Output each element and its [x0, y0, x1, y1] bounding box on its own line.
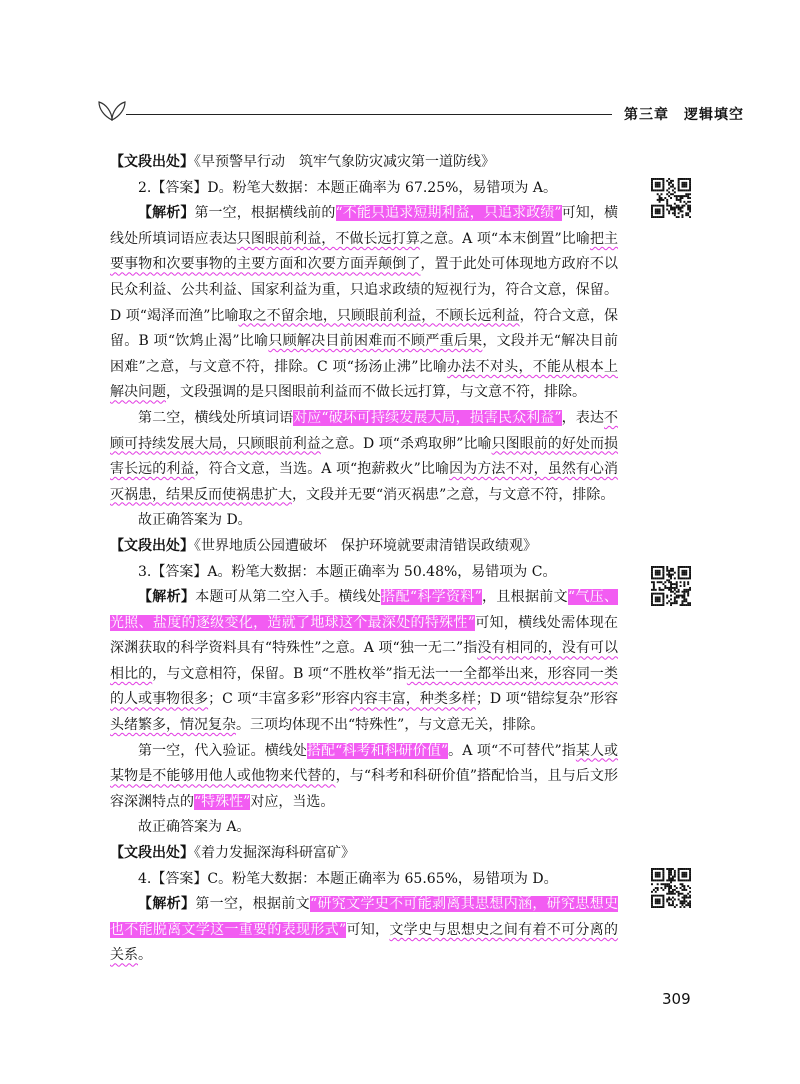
- conclusion-2: 故正确答案为 D。: [138, 512, 252, 529]
- text: 可知，: [346, 921, 390, 938]
- source-label: 【文段出处】: [110, 537, 194, 554]
- source-line-3: [110, 534, 618, 560]
- wavy-underline: 只图眼前的好处而损害长远的利益: [110, 435, 619, 478]
- text: 第二空，横线处所填词语: [138, 409, 294, 426]
- wavy-underline: 不顾可持续发展大局，只顾眼前利益: [110, 409, 618, 452]
- text: 之意。A 项“本末倒置”比喻: [419, 230, 590, 247]
- analysis-label: 【解析】: [138, 896, 196, 913]
- highlight: “研究文学史不可能剥离其思想内涵，研究思想史也不能脱离文学这一重要的表现形式”: [110, 896, 619, 938]
- wavy-underline: 内容丰富，种类多样: [349, 691, 476, 708]
- text: ，与文意相符，保留。B 项“不胜枚举”指: [152, 665, 407, 682]
- wavy-underline: 因为方法不对，虽然有心消灭祸患，结果反而使祸患扩大: [110, 461, 619, 503]
- highlight: “气压、光照、盐度的逐级变化，造就了地球这个最深处的特殊性”: [110, 589, 619, 631]
- text: ，且根据前文: [481, 589, 568, 606]
- text: 之意。D 项“杀鸡取卵”比喻: [320, 435, 492, 452]
- text: ；D 项“错综复杂”形容: [475, 691, 618, 708]
- answer-line-3: 3.【答案】A。粉笔大数据：本题正确率为 50.48%，易错项为 C。: [138, 563, 557, 580]
- analysis-4-p1: [110, 892, 618, 969]
- source-title: 《早预警早行动 筑牢气象防灾减灾第一道防线》: [194, 154, 495, 170]
- wavy-underline: 头绪繁多，情况复杂: [110, 717, 236, 734]
- answer-line-2: 2.【答案】D。粉笔大数据：本题正确率为 67.25%，易错项为 A。: [138, 179, 557, 196]
- text: ，符合文意，保留。B 项“饮鸩止渴”比喻: [110, 307, 619, 350]
- text: 。A 项“不可替代”指: [448, 742, 576, 759]
- analysis-3-p2: [110, 739, 618, 816]
- text: ，文段并无要“消灭祸患”之意，与文意不符，排除。: [292, 486, 615, 503]
- analysis-label: 【解析】: [138, 205, 195, 222]
- wavy-underline: 没有相同的，没有可以相比的: [110, 640, 618, 682]
- wavy-underline: 取之不留余地，只顾眼前利益，不顾长远利益: [238, 307, 520, 324]
- page-header: [96, 94, 744, 134]
- source-label: 【文段出处】: [110, 154, 194, 170]
- highlight: 搭配“科学资料”: [381, 589, 482, 606]
- chapter-title: 第三章 逻辑填空: [624, 107, 744, 123]
- highlight: 搭配“科考和科研价值”: [306, 742, 449, 759]
- text: ，符合文意，当选。A 项“抱薪救火”比喻: [194, 461, 450, 478]
- header-rule: [126, 114, 612, 115]
- wavy-underline: 把主要事物和次要事物的主要方面和次要方面弄颠倒了: [110, 230, 619, 273]
- page-number: 309: [662, 990, 691, 1008]
- analysis-2-p1: [110, 201, 618, 406]
- highlight: “特殊性”: [194, 793, 251, 810]
- text: 。: [138, 947, 152, 964]
- analysis-2-p2: [110, 406, 618, 508]
- source-title: 《着力发掘深海科研富矿》: [194, 845, 355, 862]
- text: ，与“科考和科研价值”搭配恰当，且与后文形容深渊特点的: [110, 768, 618, 810]
- wavy-underline: 某人或某物是不能够用他人或他物来代替的: [110, 742, 619, 785]
- page-content: [110, 150, 618, 969]
- wavy-underline: 只顾解决目前困难而不顾严重后果: [268, 333, 483, 350]
- qr-code-icon[interactable]: [651, 868, 691, 908]
- qr-code-icon[interactable]: [651, 178, 691, 218]
- source-title: 《世界地质公园遭破坏 保护环境就要肃清错误政绩观》: [194, 537, 537, 554]
- text: ，文段强调的是只图眼前利益而不做长远打算，与文意不符，排除。: [166, 384, 586, 401]
- answer-line-4: 4.【答案】C。粉笔大数据：本题正确率为 65.65%，易错项为 D。: [138, 870, 558, 887]
- leaf-icon: [96, 94, 128, 124]
- text: 本题可从第二空入手。横线处: [195, 589, 382, 606]
- text: ，文段并无“解决目前困难”之意，与文意不符，排除。C 项“扬汤止沸”比喻: [110, 333, 618, 375]
- text: 。三项均体现不出“特殊性”，与文意无关，排除。: [236, 717, 545, 734]
- analysis-label: 【解析】: [138, 589, 196, 606]
- text: 第一空，根据横线前的: [194, 205, 336, 222]
- source-label: 【文段出处】: [110, 845, 194, 862]
- text: ，置于此处可体现地方政府不以民众利益、公共利益、国家利益为重，只追求政绩的短视行为，符合文意，保留。D 项“竭泽而渔”比喻: [110, 256, 619, 324]
- wavy-underline: 只图眼前利益，不做长远打算: [236, 230, 420, 247]
- wavy-underline: 无法一一全都举出来，形容同一类的人或事物很多: [110, 665, 619, 708]
- highlight: “不能只追求短期利益，只追求政绩”: [335, 205, 562, 222]
- source-line-4: [110, 841, 618, 867]
- text: 对应，当选。: [250, 793, 335, 810]
- text: 可知，横线处所填词语应表达: [110, 205, 619, 247]
- text: ，表达: [561, 409, 604, 426]
- text: 第一空，根据前文: [195, 896, 310, 913]
- wavy-underline: 文学史与思想史之间有着不可分离的关系: [110, 921, 619, 964]
- text: 可知，横线处需体现在深渊获取的科学资料具有“特殊性”之意。A 项“独一无二”指: [110, 614, 619, 657]
- source-line-2: [110, 150, 618, 176]
- conclusion-3: 故正确答案为 A。: [138, 819, 251, 836]
- wavy-underline: 办法不对头，不能从根本上解决问题: [110, 358, 618, 401]
- qr-code-icon[interactable]: [651, 566, 691, 606]
- highlight: 对应“破坏可持续发展大局，损害民众利益”: [293, 409, 562, 426]
- text: 第一空，代入验证。横线处: [138, 742, 307, 759]
- analysis-3-p1: [110, 585, 618, 739]
- text: ；C 项“丰富多彩”形容: [208, 691, 350, 708]
